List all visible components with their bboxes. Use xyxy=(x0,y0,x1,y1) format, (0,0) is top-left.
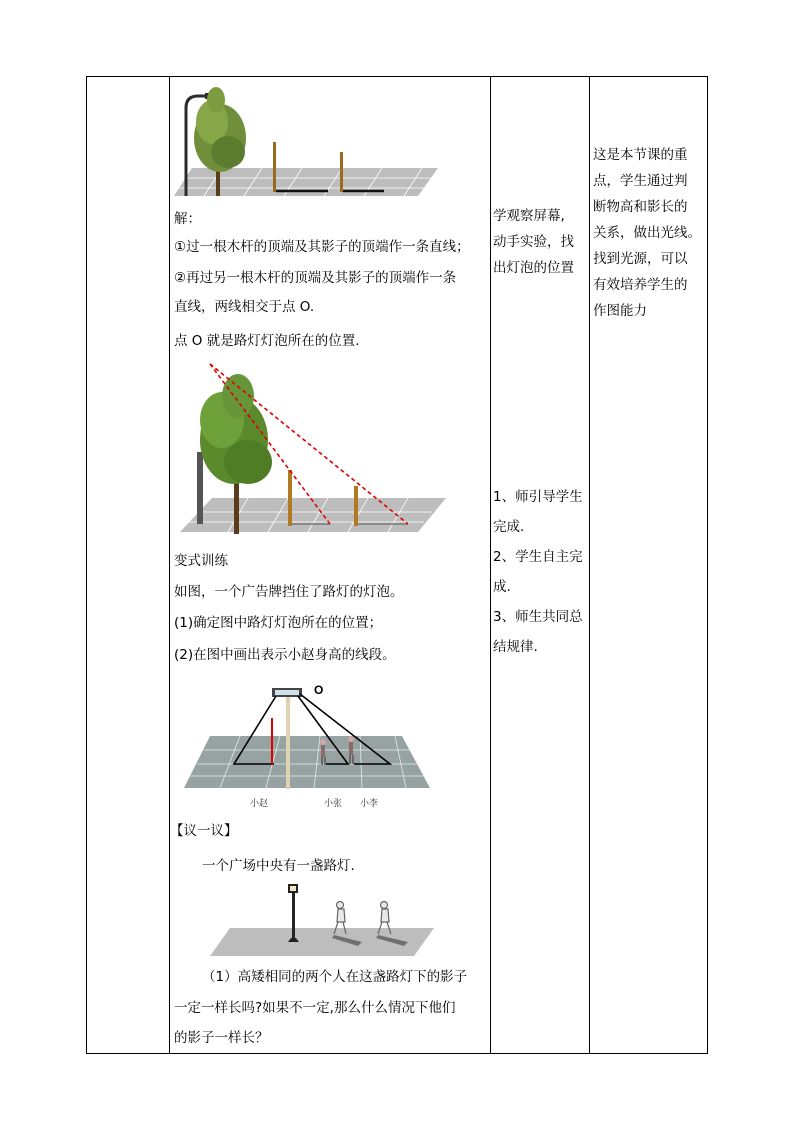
discuss-title: 【议一议】 xyxy=(170,823,238,839)
solution-step-1: ①过一根木杆的顶端及其影子的顶端作一条直线； xyxy=(174,239,470,255)
variant-title: 变式训练 xyxy=(174,553,228,569)
label-xiaoli: 小李 xyxy=(360,799,379,809)
discuss-question-1-end: 的影子一样长？ xyxy=(174,1030,269,1046)
label-xiaozhao: 小赵 xyxy=(250,799,269,809)
solution-step-2-cont: 直线，两线相交于点 O. xyxy=(174,299,315,315)
teacher-step-line: 成. xyxy=(493,579,511,595)
design-intent-line: 这是本节课的重 xyxy=(593,147,688,163)
figure-lamp-tree-poles xyxy=(172,80,440,200)
column-divider-1 xyxy=(169,77,170,1053)
figure-billboard xyxy=(180,678,438,816)
design-intent-line: 作图能力 xyxy=(593,303,647,319)
solution-label: 解： xyxy=(174,211,201,227)
teacher-steps xyxy=(493,484,585,660)
teacher-step-line: 1、师引导学生 xyxy=(493,489,583,505)
design-intent-line: 找到光源，可以 xyxy=(593,251,688,267)
label-xiaozhang: 小张 xyxy=(324,799,343,809)
student-activity-line: 学观察屏幕, xyxy=(493,208,565,224)
student-activity xyxy=(493,203,585,281)
design-intent xyxy=(593,142,705,324)
design-intent-line: 有效培养学生的 xyxy=(593,277,688,293)
column-divider-3 xyxy=(589,77,590,1053)
variant-question-2: (2)在图中画出表示小赵身高的线段。 xyxy=(174,647,396,663)
solution-conclusion: 点 O 就是路灯灯泡所在的位置. xyxy=(174,333,360,349)
variant-question-1: (1)确定图中路灯灯泡所在的位置； xyxy=(174,615,383,631)
discuss-question-1: （1）高矮相同的两个人在这盏路灯下的影子 xyxy=(202,969,468,985)
student-activity-line: 动手实验，找 xyxy=(493,234,574,250)
discuss-question-1-cont: 一定一样长吗?如果不一定,那么什么情况下他们 xyxy=(174,1000,456,1016)
student-activity-line: 出灯泡的位置 xyxy=(493,260,574,276)
teacher-step-line: 2、学生自主完 xyxy=(493,549,583,565)
solution-step-2: ②再过另一根木杆的顶端及其影子的顶端作一条 xyxy=(174,270,457,286)
design-intent-line: 断物高和影长的 xyxy=(593,199,688,215)
teacher-step-line: 3、师生共同总 xyxy=(493,609,583,625)
design-intent-line: 点，学生通过判 xyxy=(593,173,688,189)
teacher-step-line: 结规律. xyxy=(493,639,538,655)
figure-plaza-lamp xyxy=(208,880,436,958)
discuss-intro: 一个广场中央有一盏路灯. xyxy=(202,858,355,874)
teacher-step-line: 完成. xyxy=(493,519,525,535)
point-o-label: O xyxy=(314,683,324,697)
figure-construction-lines xyxy=(178,362,448,534)
column-divider-2 xyxy=(490,77,491,1053)
design-intent-line: 关系，做出光线。 xyxy=(593,225,701,241)
variant-intro: 如图，一个广告牌挡住了路灯的灯泡。 xyxy=(174,584,404,600)
